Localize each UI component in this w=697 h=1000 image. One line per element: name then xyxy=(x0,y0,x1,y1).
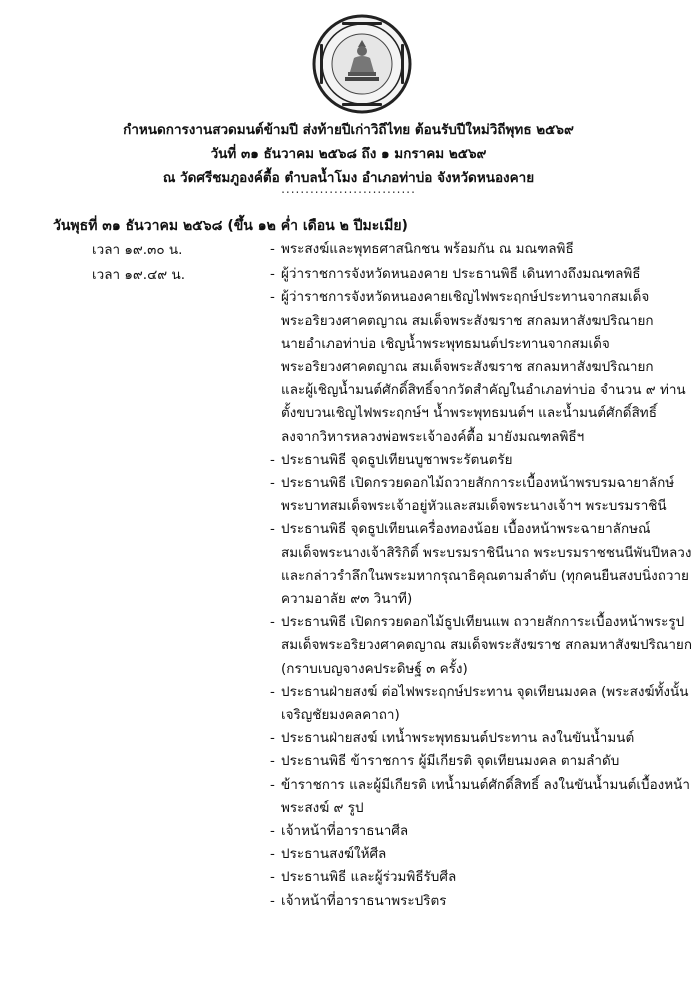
agenda-item xyxy=(270,518,690,611)
agenda-item-text: ประธานพิธี เปิดกรวยดอกไม้ธูปเทียนแพ ถวายสักการะเบื้องหน้าพระรูป xyxy=(281,614,685,631)
agenda-item-text: เจ้าหน้าที่อาราธนาศีล xyxy=(281,823,409,840)
agenda-item xyxy=(270,286,690,448)
agenda-item xyxy=(270,774,690,820)
agenda-item-text: ผู้ว่าราชการจังหวัดหนองคายเชิญไฟพระฤกษ์ประทานจากสมเด็จ xyxy=(281,289,650,306)
time-label-1930: เวลา ๑๙.๓๐ น. xyxy=(92,242,183,258)
bullet-dash: - xyxy=(270,846,275,863)
agenda-item xyxy=(270,238,690,261)
bullet-dash: - xyxy=(270,869,275,886)
agenda-item-text: ข้าราชการ และผู้มีเกียรติ เทน้ำมนต์ศักดิ์สิทธิ์ ลงในขันน้ำมนต์เบื้องหน้า xyxy=(281,776,690,793)
agenda-item-text: พระสงฆ์และพุทธศาสนิกชน พร้อมกัน ณ มณฑลพิธี xyxy=(281,241,574,257)
agenda-item xyxy=(270,866,690,889)
agenda-list xyxy=(270,238,693,913)
agenda-item xyxy=(270,750,690,773)
agenda-item-text: สมเด็จพระนางเจ้าสิริกิติ์ พระบรมราชินีนาถ พระบรมราชชนนีพันปีหลวง xyxy=(281,544,692,561)
separator-dots: ............................ xyxy=(281,182,416,196)
agenda-item-text: ผู้ว่าราชการจังหวัดหนองคาย ประธานพิธี เดินทางถึงมณฑลพิธี xyxy=(281,266,641,283)
agenda-item-text: สมเด็จพระอริยวงศาคตญาณ สมเด็จพระสังฆราช สกลมหาสังฆปริณายก xyxy=(281,637,693,654)
agenda-item-text: ประธานพิธี ข้าราชการ ผู้มีเกียรติ จุดเทียนมงคล ตามลำดับ xyxy=(281,753,620,770)
time-label-1949: เวลา ๑๙.๔๙ น. xyxy=(92,267,186,283)
agenda-item-text: ประธานพิธี จุดธูปเทียนบูชาพระรัตนตรัย xyxy=(281,451,513,468)
document-header xyxy=(0,118,697,190)
agenda-item xyxy=(270,611,693,681)
agenda-item-text: พระบาทสมเด็จพระเจ้าอยู่หัวและสมเด็จพระนางเจ้าฯ พระบรมราชินี xyxy=(281,498,667,515)
agenda-item-text: พระอริยวงศาคตญาณ สมเด็จพระสังฆราช สกลมหาสังฆปริณายก xyxy=(281,359,654,376)
agenda-item-text: ลงจากวิหารหลวงพ่อพระเจ้าองค์ตื้อ มายังมณฑลพิธีฯ xyxy=(281,428,585,445)
bullet-dash: - xyxy=(270,475,275,492)
agenda-item xyxy=(270,263,690,286)
agenda-item xyxy=(270,681,690,727)
agenda-item-text: พระอริยวงศาคตญาณ สมเด็จพระสังฆราช สกลมหาสังฆปริณายก xyxy=(281,312,654,329)
agenda-item-text: ตั้งขบวนเชิญไฟพระฤกษ์ฯ น้ำพระพุทธมนต์ฯ และน้ำมนต์ศักดิ์สิทธิ์ xyxy=(281,405,657,422)
bullet-dash: - xyxy=(270,823,275,840)
date-range: วันที่ ๓๑ ธันวาคม ๒๕๖๘ ถึง ๑ มกราคม ๒๕๖๙ xyxy=(210,146,487,162)
agenda-item-text: ประธานฝ่ายสงฆ์ ต่อไฟพระฤกษ์ประทาน จุดเทียนมงคล (พระสงฆ์ทั้งนั้น xyxy=(281,683,689,700)
agenda-item xyxy=(270,727,690,750)
agenda-item xyxy=(270,890,690,913)
agenda-item-text: (กราบเบญจางคประดิษฐ์ ๓ ครั้ง) xyxy=(281,660,468,677)
temple-seal-logo xyxy=(312,14,412,114)
bullet-dash: - xyxy=(270,753,275,770)
bullet-dash: - xyxy=(270,776,275,793)
day-heading: วันพุธที่ ๓๑ ธันวาคม ๒๕๖๘ (ขึ้น ๑๒ ค่ำ เดือน ๒ ปีมะเมีย) xyxy=(53,218,408,234)
agenda-item-text: เจริญชัยมงคลคาถา) xyxy=(281,707,400,724)
agenda-item xyxy=(270,472,690,518)
venue: ณ วัดศรีชมภูองค์ตื้อ ตำบลน้ำโมง อำเภอท่าบ่อ จังหวัดหนองคาย xyxy=(162,170,535,186)
agenda-item xyxy=(270,820,690,843)
bullet-dash: - xyxy=(270,266,275,283)
agenda-item-text: ประธานพิธี จุดธูปเทียนเครื่องทองน้อย เบื้องหน้าพระฉายาลักษณ์ xyxy=(281,521,651,538)
bullet-dash: - xyxy=(270,892,275,909)
agenda-item-text: ความอาลัย ๙๓ วินาที) xyxy=(281,591,413,608)
agenda-item-text: และผู้เชิญน้ำมนต์ศักดิ์สิทธิ์จากวัดสำคัญในอำเภอท่าบ่อ จำนวน ๙ ท่าน xyxy=(281,382,686,399)
document-title: กำหนดการงานสวดมนต์ข้ามปี ส่งท้ายปีเก่าวิถีไทย ต้อนรับปีใหม่วิถีพุทธ ๒๕๖๙ xyxy=(123,122,574,138)
bullet-dash: - xyxy=(270,451,275,468)
bullet-dash: - xyxy=(270,521,275,538)
agenda-item-text: ประธานฝ่ายสงฆ์ เทน้ำพระพุทธมนต์ประทาน ลงในขันน้ำมนต์ xyxy=(281,730,635,747)
bullet-dash: - xyxy=(270,241,275,257)
agenda-item-text: ประธานพิธี และผู้ร่วมพิธีรับศีล xyxy=(281,869,457,886)
agenda-item-text: ประธานพิธี เปิดกรวยดอกไม้ถวายสักการะเบื้องหน้าพรบรมฉายาลักษ์ xyxy=(281,475,675,492)
bullet-dash: - xyxy=(270,730,275,747)
agenda-item-text: และกล่าวรำลึกในพระมหากรุณาธิคุณตามลำดับ (ทุกคนยืนสงบนิ่งถวาย xyxy=(281,567,689,584)
agenda-item xyxy=(270,843,690,866)
seal-emblem-icon xyxy=(312,14,412,114)
agenda-item-text: นายอำเภอท่าบ่อ เชิญน้ำพระพุทธมนต์ประทานจากสมเด็จ xyxy=(281,335,610,352)
bullet-dash: - xyxy=(270,683,275,700)
agenda-item-text: เจ้าหน้าที่อาราธนาพระปริตร xyxy=(281,892,447,909)
agenda-item-text: ประธานสงฆ์ให้ศีล xyxy=(281,846,387,863)
agenda-item-text: พระสงฆ์ ๙ รูป xyxy=(281,799,364,816)
bullet-dash: - xyxy=(270,614,275,631)
agenda-item xyxy=(270,449,690,472)
bullet-dash: - xyxy=(270,289,275,306)
